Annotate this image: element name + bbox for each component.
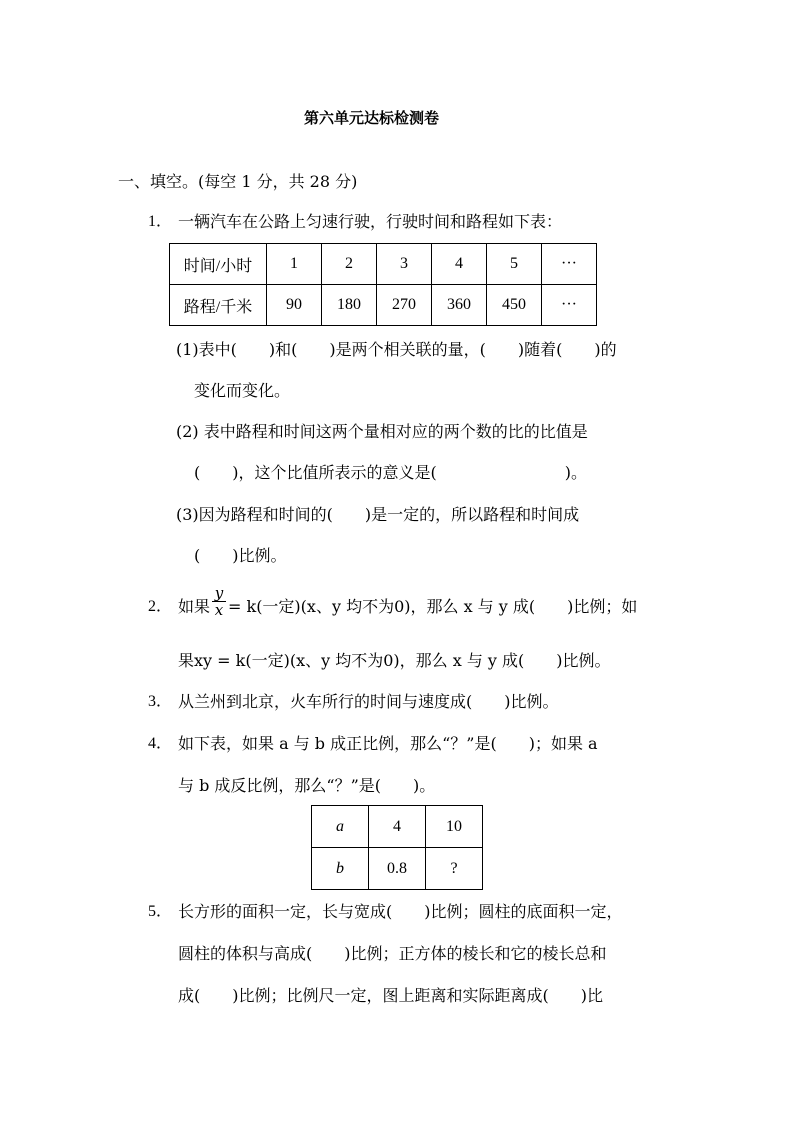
fraction-numerator: y	[214, 584, 224, 602]
table-cell: ···	[542, 244, 597, 285]
time-distance-table	[169, 243, 597, 326]
q2-lead: 如果	[178, 597, 211, 616]
q4-number: 4．	[148, 735, 173, 752]
table-cell: 路程/千米	[170, 285, 267, 326]
table-cell: 360	[432, 285, 487, 326]
table-cell: 时间/小时	[170, 244, 267, 285]
q2-line2: 果xy = k(一定)(x、y 均不为0)，那么 x 与 y 成( )比例。	[178, 651, 611, 670]
fraction-denominator: x	[214, 601, 224, 619]
table-cell: 5	[487, 244, 542, 285]
q1-number: 1．	[148, 213, 173, 230]
table-cell: 10	[426, 806, 483, 848]
table-cell: 0.8	[369, 848, 426, 890]
table-cell: 3	[377, 244, 432, 285]
q4-line2: 与 b 成反比例，那么“？”是( )。	[178, 776, 436, 795]
q2-fraction	[212, 586, 226, 617]
q5-line2: 圆柱的体积与高成( )比例；正方体的棱长和它的棱长总和	[178, 944, 607, 963]
q1-part3-line2: ( )比例。	[194, 546, 287, 565]
q3-number: 3．	[148, 693, 173, 710]
q5-line1: 长方形的面积一定，长与宽成( )比例；圆柱的底面积一定，	[178, 902, 623, 921]
table-cell: 90	[267, 285, 322, 326]
table-cell: 4	[432, 244, 487, 285]
table-row	[170, 285, 597, 326]
q1-part2-line1: (2) 表中路程和时间这两个量相对应的两个数的比的比值是	[176, 422, 588, 441]
section-heading: 一、填空。(每空 1 分，共 28 分)	[118, 172, 358, 191]
table-cell: 1	[267, 244, 322, 285]
table-cell: 180	[322, 285, 377, 326]
q1-part1-line1: (1)表中( )和( )是两个相关联的量，( )随着( )的	[176, 340, 617, 359]
table-row	[312, 806, 483, 848]
q2-number: 2．	[148, 598, 173, 615]
page-title: 第六单元达标检测卷	[304, 109, 440, 127]
q4-line1: 如下表，如果 a 与 b 成正比例，那么“？”是( )；如果 a	[178, 734, 598, 753]
q2-line1-rest: = k(一定)(x、y 均不为0)，那么 x 与 y 成( )比例；如	[228, 597, 638, 616]
table-row	[170, 244, 597, 285]
q5-line3: 成( )比例；比例尺一定，图上距离和实际距离成( )比	[178, 986, 603, 1005]
q1-part2-line2: ( )，这个比值所表示的意义是( )。	[194, 463, 587, 482]
table-cell: 4	[369, 806, 426, 848]
q1-part1-line2: 变化而变化。	[194, 381, 291, 400]
ab-table	[311, 805, 483, 890]
table-cell: a	[312, 806, 369, 848]
table-cell: 2	[322, 244, 377, 285]
table-row	[312, 848, 483, 890]
table-cell: ···	[542, 285, 597, 326]
q5-number: 5．	[148, 903, 173, 920]
table-cell: 450	[487, 285, 542, 326]
q3-text: 从兰州到北京，火车所行的时间与速度成( )比例。	[178, 692, 559, 711]
q1-part3-line1: (3)因为路程和时间的( )是一定的，所以路程和时间成	[176, 505, 580, 524]
table-cell: 270	[377, 285, 432, 326]
q1-stem: 一辆汽车在公路上匀速行驶，行驶时间和路程如下表：	[178, 212, 563, 231]
table-cell: b	[312, 848, 369, 890]
table-cell: ?	[426, 848, 483, 890]
